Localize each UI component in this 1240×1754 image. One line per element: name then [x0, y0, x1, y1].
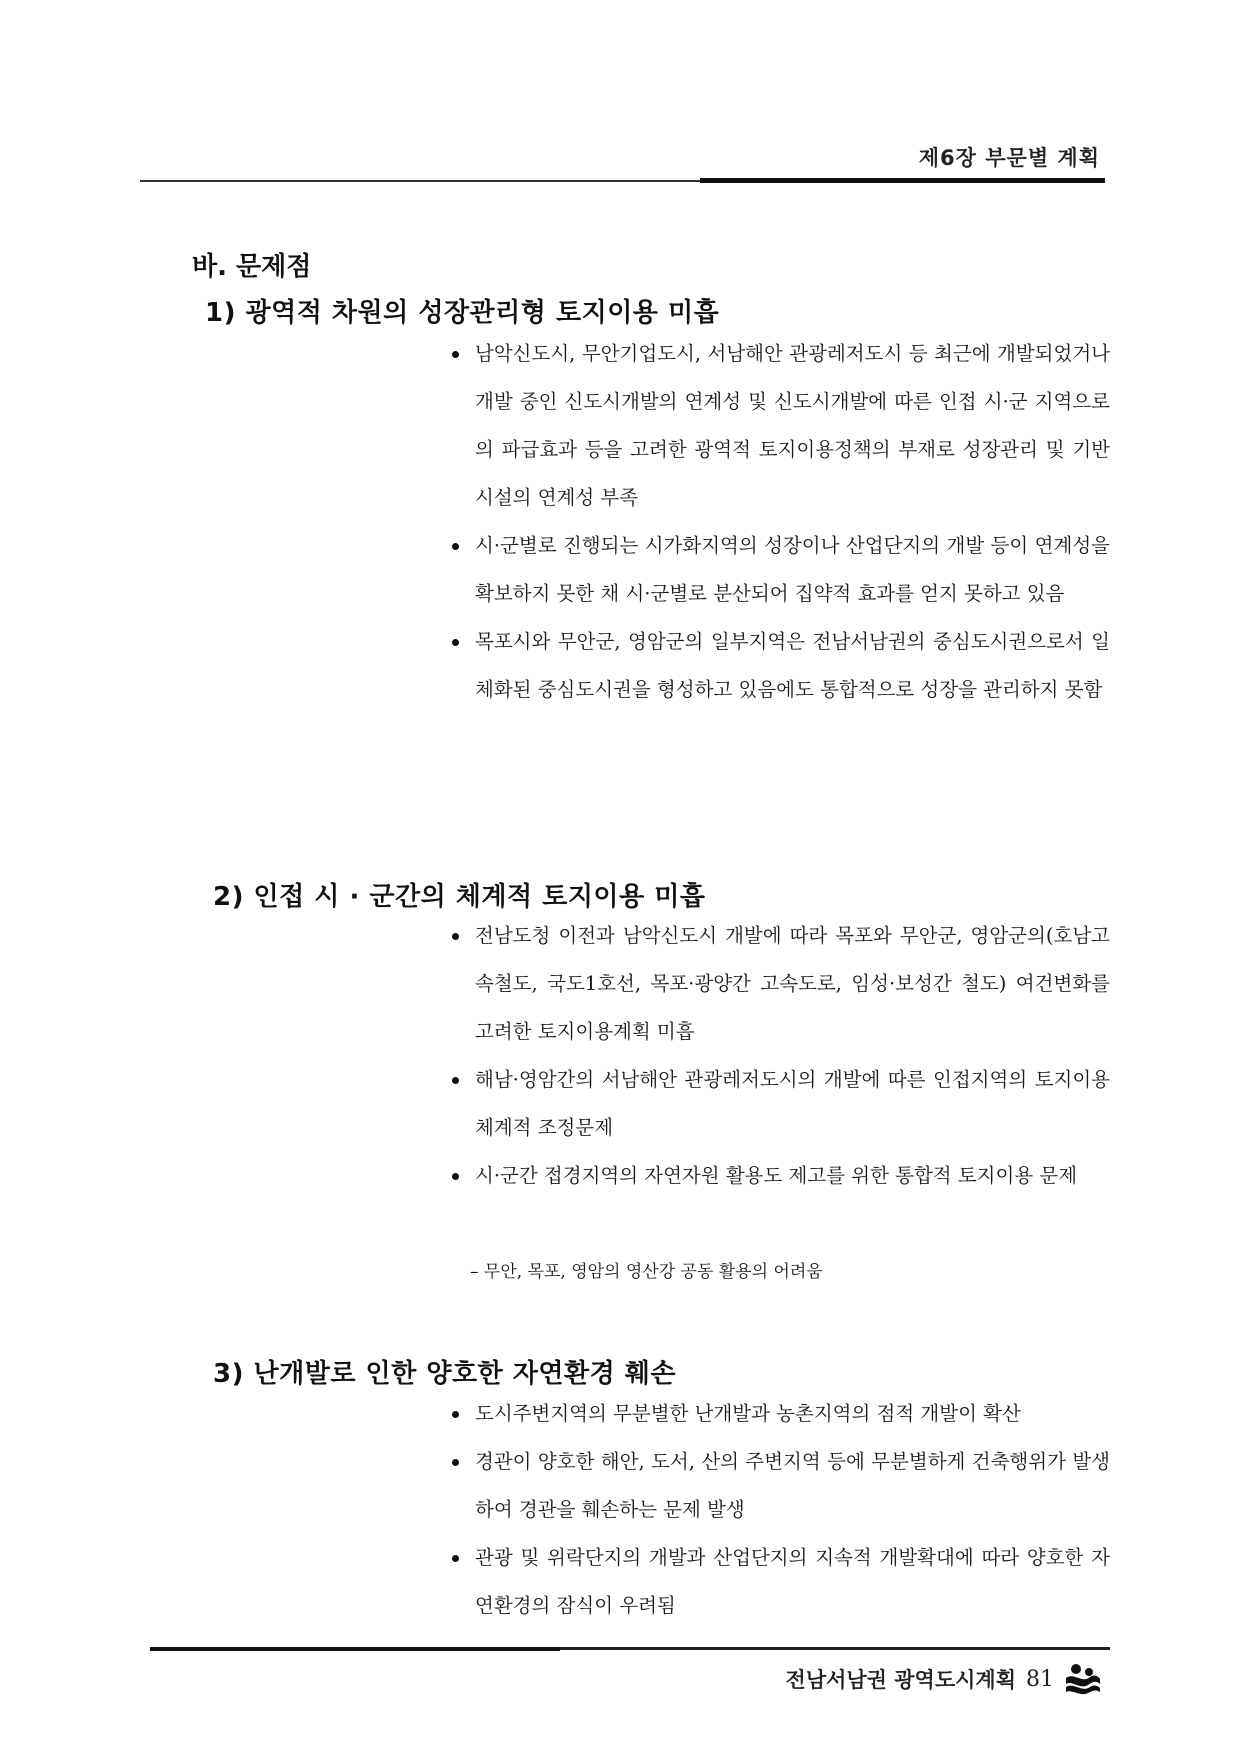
running-footer — [786, 1662, 1102, 1696]
bullet-dot-icon — [452, 1459, 459, 1466]
footer-rule-thick — [150, 1647, 560, 1651]
list-item: 경관이 양호한 해안, 도서, 산의 주변지역 등에 무분별하게 건축행위가 발생하여 경관을 훼손하는 문제 발생 — [450, 1438, 1110, 1534]
list-item: 남악신도시, 무안기업도시, 서남해안 관광레저도시 등 최근에 개발되었거나 개발 중인 신도시개발의 연계성 및 신도시개발에 따른 인접 시·군 지역으로의 파급효과 등을 고려한 광역적 토지이용정책의 부재로 성장관리 및 기반시설의 연계성 부족 — [450, 330, 1110, 522]
sub-list-item: – 무안, 목포, 영암의 영산강 공동 활용의 어려움 — [470, 1262, 823, 1282]
list-item: 관광 및 위락단지의 개발과 산업단지의 지속적 개발확대에 따라 양호한 자연환경의 잠식이 우려됨 — [450, 1534, 1110, 1630]
publication-title: 전남서남권 광역도시계획 — [785, 1668, 1016, 1692]
list-item: 시·군별로 진행되는 시가화지역의 성장이나 산업단지의 개발 등이 연계성을 확보하지 못한 채 시·군별로 분산되어 집약적 효과를 얻지 못하고 있음 — [450, 522, 1110, 618]
bullet-list-2 — [450, 912, 1110, 1200]
list-item: 도시주변지역의 무분별한 난개발과 농촌지역의 점적 개발이 확산 — [450, 1390, 1110, 1438]
bullet-dot-icon — [452, 933, 459, 940]
bullet-dot-icon — [452, 1077, 459, 1084]
bullet-list-3 — [450, 1390, 1110, 1630]
bullet-list-1 — [450, 330, 1110, 714]
bullet-dot-icon — [452, 1411, 459, 1418]
bullet-dot-icon — [452, 543, 459, 550]
bullet-dot-icon — [452, 639, 459, 646]
subsection-title-1: 1) 광역적 차원의 성장관리형 토지이용 미흡 — [205, 298, 720, 328]
header-rule-thick — [700, 178, 1105, 183]
list-item: 해남·영암간의 서남해안 관광레저도시의 개발에 따른 인접지역의 토지이용 체계적 조정문제 — [450, 1056, 1110, 1152]
bullet-dot-icon — [452, 1173, 459, 1180]
list-item: 목포시와 무안군, 영암군의 일부지역은 전남서남권의 중심도시권으로서 일체화된 중심도시권을 형성하고 있음에도 통합적으로 성장을 관리하지 못함 — [450, 618, 1110, 714]
subsection-title-3: 3) 난개발로 인한 양호한 자연환경 훼손 — [213, 1359, 676, 1389]
running-header-chapter: 제6장 부문별 계획 — [918, 146, 1100, 170]
subsection-title-2: 2) 인접 시 · 군간의 체계적 토지이용 미흡 — [213, 882, 706, 912]
wave-logo-icon — [1064, 1662, 1102, 1696]
section-title: 바. 문제점 — [192, 252, 312, 282]
page-number: 81 — [1026, 1666, 1054, 1692]
list-item: 전남도청 이전과 남악신도시 개발에 따라 목포와 무안군, 영암군의(호남고속철도, 국도1호선, 목포·광양간 고속도로, 임성·보성간 철도) 여건변화를 고려한 토지이용계획 미흡 — [450, 912, 1110, 1056]
bullet-dot-icon — [452, 1555, 459, 1562]
footer-rule — [560, 1647, 1110, 1650]
header-rule — [140, 180, 700, 182]
list-item: 시·군간 접경지역의 자연자원 활용도 제고를 위한 통합적 토지이용 문제 — [450, 1152, 1110, 1200]
bullet-dot-icon — [452, 351, 459, 358]
